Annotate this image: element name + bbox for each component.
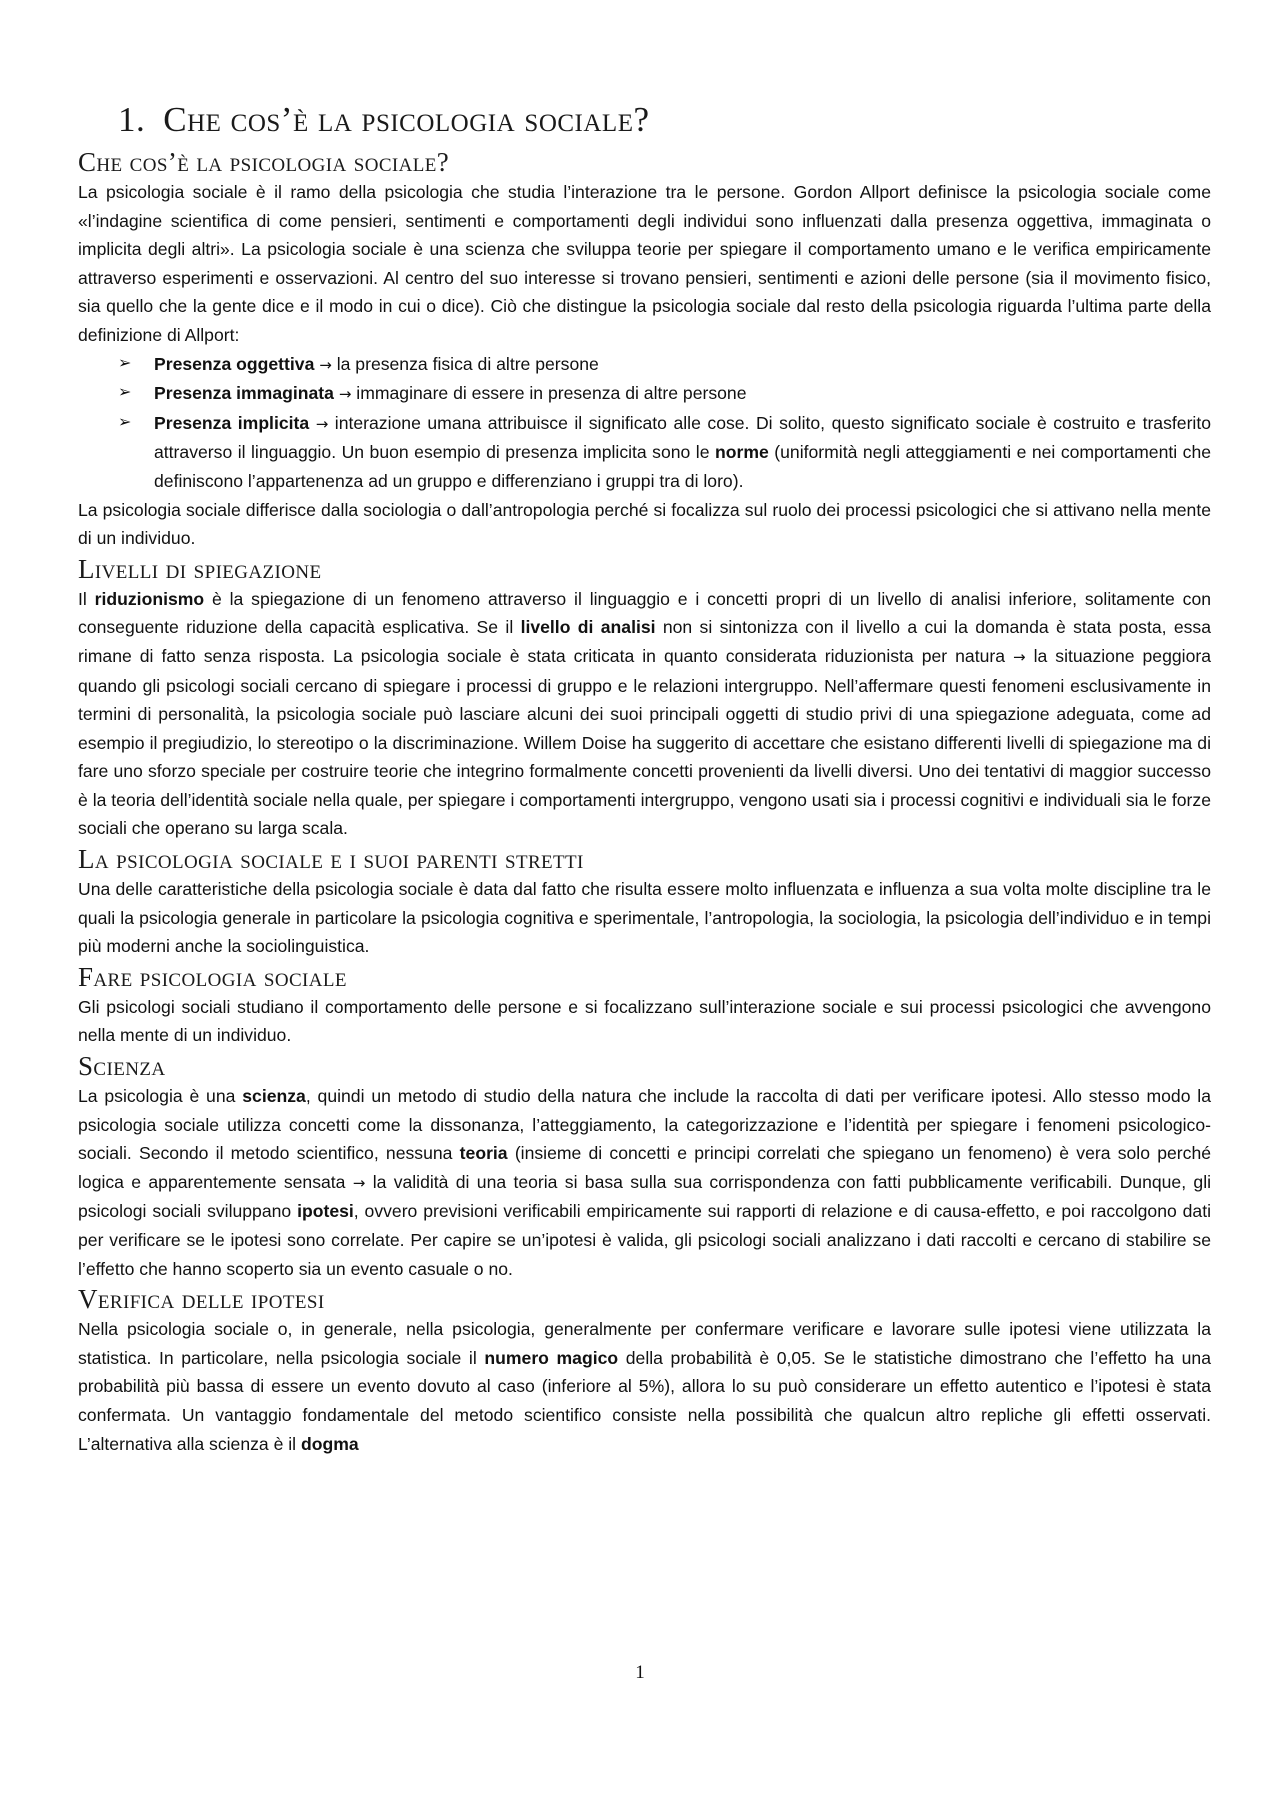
- bullet-arrowhead-icon: ➢: [118, 384, 132, 402]
- text-run: , ovvero previsioni verificabili empiricamente sui rapporti di relazione e di causa-effetto, e poi raccolgono dati per verificare se le ipotesi sono correlate. Per capire se un’ipotesi è valida, gli psicologi sociali analizzano i dati raccolti e cercano di stabilire se l’effetto che hanno scoperto sia un evento casuale o no.: [78, 1201, 1212, 1279]
- text-run: Nella psicologia sociale o, in generale, nella psicologia, generalmente per confermare verificare e lavorare sulle ipotesi viene utilizzata la statistica. In particolare, nella psicologia sociale il: [78, 1319, 1211, 1368]
- right-arrow-icon: →: [319, 355, 332, 374]
- section-heading-parenti: La psicologia sociale e i suoi parenti stretti: [78, 844, 584, 875]
- bullet-term: Presenza immaginata: [154, 383, 334, 404]
- paragraph-parenti: Una delle caratteristiche della psicologia sociale è data dal fatto che risulta essere molto influenzata e influenza a sua volta molte discipline tra le quali la psicologia generale in particolare la psicologia cognitiva e sperimentale, l’antropologia, la sociologia, la psicologia dell’individuo e in tempi più moderni anche la sociolinguistica.: [78, 879, 1211, 957]
- section-heading-fare: Fare psicologia sociale: [78, 961, 347, 992]
- text-run: la situazione peggiora quando gli psicologi sociali cercano di spiegare i processi di gruppo e le relazioni intergruppo. Nell’affermare questi fenomeni esclusivamente in termini di personalità, la psicologia sociale può lasciare alcuni dei suoi principali oggetti di studio privi di una spiegazione adeguata, come ad esempio il pregiudizio, lo stereotipo o la discriminazione. Willem Doise ha suggerito di accettare che esistano differenti livelli di spiegazione ma di fare uno sforzo speciale per costruire teorie che integrino formalmente concetti provenienti da livelli diversi. Uno dei tentativi di maggior successo è la teoria dell’identità sociale nella quale, per spiegare i comportamenti intergruppo, vengono usati sia i processi cognitivi e individuali sia le forze sociali che operano su larga scala.: [78, 645, 1212, 839]
- bold-term: scienza: [242, 1086, 306, 1107]
- bullet-list: [78, 350, 1211, 496]
- bullet-text: interazione umana attribuisce il significato alle cose. Di solito, questo significato sociale è costruito e trasferito attraverso il linguaggio. Un buon esempio di presenza implicita sono le: [154, 412, 1212, 463]
- text-run: , quindi un metodo di studio della natura che include la raccolta di dati per verificare ipotesi. Allo stesso modo la psicologia sociale utilizza concetti come la dissonanza, l’atteggiamento, la categorizzazione e l’identità per spiegare i fenomeni psicologico-sociali. Secondo il metodo scientifico, nessuna: [78, 1086, 1211, 1164]
- paragraph-scienza: [78, 1082, 1211, 1283]
- bullet-term: Presenza implicita: [154, 412, 310, 433]
- page-title: [118, 96, 1211, 144]
- text-run: (insieme di concetti e principi correlati che spiegano un fenomeno) è vera solo perché logica e apparentemente sensata: [78, 1143, 1212, 1192]
- bold-term: riduzionismo: [94, 588, 205, 609]
- bullet-arrowhead-icon: ➢: [118, 354, 132, 372]
- text-run: Il: [78, 588, 87, 609]
- text-run: è la spiegazione di un fenomeno attraverso il linguaggio e i concetti propri di un livello di analisi inferiore, solitamente con conseguente riduzione della capacità esplicativa. Se il: [78, 588, 1212, 638]
- paragraph-outro: La psicologia sociale differisce dalla sociologia o dall’antropologia perché si focalizza sul ruolo dei processi psicologici che si attivano nella mente di un individuo.: [78, 499, 1211, 549]
- bullet-text-cont: (uniformità negli atteggiamenti e nei comportamenti che definiscono l’appartenenza ad un gruppo e differenziano i gruppi tra di loro).: [154, 442, 1212, 491]
- right-arrow-icon: →: [338, 385, 352, 404]
- text-run: della probabilità è 0,05. Se le statistiche dimostrano che l’effetto ha una probabilità più bassa di essere un evento dovuto al caso (inferiore al 5%), allora lo su può considerare un effetto autentico e l’ipotesi è stata confermata. Un vantaggio fondamentale del metodo scientifico consiste nella possibilità che qualcun altro repliche gli effetti osservati. L’alternativa alla scienza è il: [78, 1347, 1212, 1454]
- section-heading-verifica: Verifica delle ipotesi: [78, 1284, 325, 1315]
- section-heading-intro: Che cos’è la psicologia sociale?: [78, 147, 450, 177]
- paragraph-livelli: [78, 585, 1211, 843]
- text-run: La psicologia è una: [78, 1086, 236, 1107]
- document-page: [78, 96, 1211, 1458]
- section-heading-scienza: Scienza: [78, 1051, 166, 1082]
- right-arrow-icon: →: [315, 414, 329, 433]
- section-heading-livelli: Livelli di spiegazione: [78, 553, 322, 584]
- paragraph-intro: La psicologia sociale è il ramo della psicologia che studia l’interazione tra le persone. Gordon Allport definisce la psicologia sociale come «l’indagine scientifica di come pensieri, sentimenti e comportamenti degli individui sono influenzati dalla presenza oggettiva, immaginata o implicita degli altri». La psicologia sociale è una scienza che sviluppa teorie per spiegare il comportamento umano e le verifica empiricamente attraverso esperimenti e osservazioni. Al centro del suo interesse si trovano pensieri, sentimenti e azioni delle persone (sia il movimento fisico, sia quello che la gente dice e il modo in cui o dice). Ciò che distingue la psicologia sociale dal resto della psicologia riguarda l’ultima parte della definizione di Allport:: [78, 182, 1211, 345]
- bold-term: numero magico: [484, 1347, 619, 1368]
- bold-term: ipotesi: [297, 1201, 354, 1222]
- bold-term: livello di analisi: [520, 617, 656, 638]
- list-item: [78, 379, 1211, 409]
- bold-term: teoria: [459, 1143, 508, 1164]
- paragraph-verifica: [78, 1315, 1211, 1458]
- bullet-text: la presenza fisica di altre persone: [336, 353, 599, 374]
- text-run: la validità di una teoria si basa sulla sua corrispondenza con fatti pubblicamente verificabili. Dunque, gli psicologi sociali sviluppano: [78, 1171, 1212, 1222]
- page-number: 1: [635, 1662, 645, 1683]
- right-arrow-icon: →: [1013, 647, 1026, 666]
- list-item: [78, 409, 1211, 496]
- list-item: [78, 350, 1211, 380]
- right-arrow-icon: →: [352, 1173, 366, 1192]
- paragraph-fare: Gli psicologi sociali studiano il comportamento delle persone e si focalizzano sull’interazione sociale e sui processi psicologici che avvengono nella mente di un individuo.: [78, 996, 1211, 1046]
- bullet-text: immaginare di essere in presenza di altre persone: [356, 383, 747, 404]
- bullet-bold-term: norme: [715, 442, 769, 463]
- bullet-term: Presenza oggettiva: [154, 353, 315, 374]
- title-text: Che cos’è la psicologia sociale?: [163, 100, 650, 139]
- title-number: 1.: [118, 100, 146, 139]
- text-run: non si sintonizza con il livello a cui la domanda è stata posta, essa rimane di fatto senza risposta. La psicologia sociale è stata criticata in quanto considerata riduzionista per natura: [78, 617, 1212, 666]
- bold-term: dogma: [300, 1433, 359, 1454]
- bullet-arrowhead-icon: ➢: [118, 413, 132, 431]
